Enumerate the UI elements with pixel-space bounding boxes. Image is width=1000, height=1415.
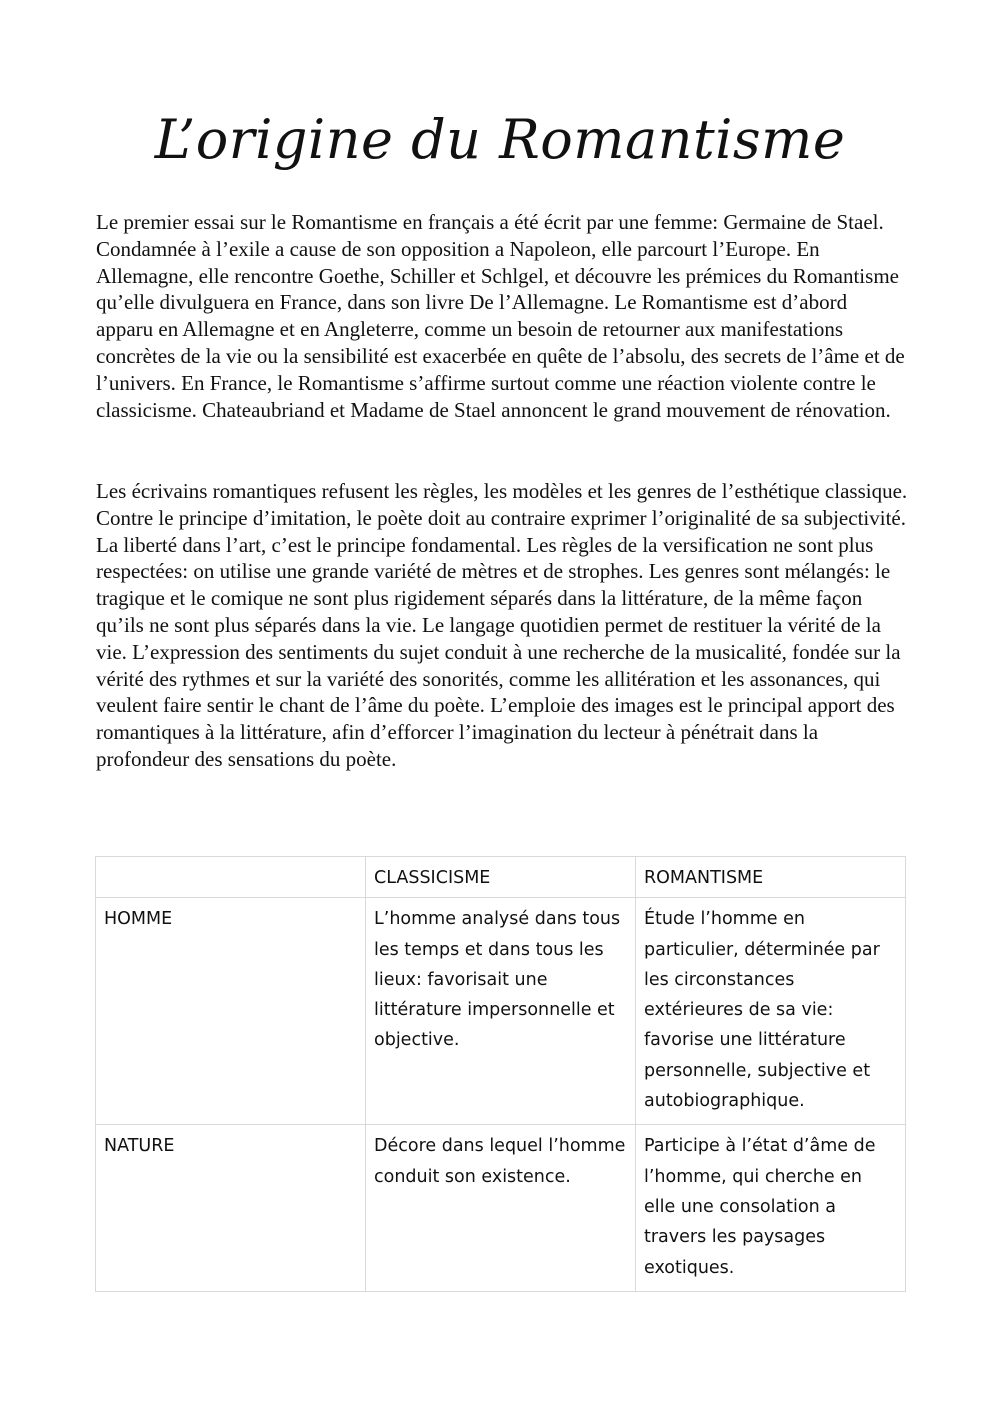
table-row [96,1125,906,1291]
second-paragraph: Les écrivains romantiques refusent les règles, les modèles et les genres de l’esthétique classique. Contre le principe d’imitation, le poète doit au contraire exprimer l’originalité de sa subjectivité. La liberté dans l’art, c’est le principe fondamental. Les règles de la versification ne sont plus respectées: on utilise une grande variété de mètres et de strophes. Les genres sont mélangés: le tragique et le comique ne sont plus rigidement séparés dans la littérature, de la même façon qu’ils ne sont plus séparés dans la vie. Le langage quotidien permet de restituer la vérité de la vie. L’expression des sentiments du sujet conduit à une recherche de la musicalité, fondée sur la vérité des rythmes et sur la variété des sonorités, comme les allitération et les assonances, qui veulent faire sentir le chant de l’âme du poète. L’emploie des images est le principal apport des romantiques à la littérature, afin d’efforcer l’imagination du lecteur à pénétrait dans la profondeur des sensations du poète. [96,479,908,771]
cell-romantisme-homme: Étude l’homme en particulier, déterminée par les circonstances extérieures de sa vie: favorise une littérature personnelle, subjective et autobiographique. [636,898,906,1125]
header-cell-empty [96,857,366,898]
header-cell-romantisme: ROMANTISME [636,857,906,898]
row-label-nature: NATURE [96,1125,366,1291]
intro-paragraph: Le premier essai sur le Romantisme en français a été écrit par une femme: Germaine de Stael. Condamnée à l’exile a cause de son opposition a Napoleon, elle parcourt l’Europe. En Allemagne, elle rencontre Goethe, Schiller et Schlgel, et découvre les prémices du Romantisme qu’elle divulguera en France, dans son livre De l’Allemagne. Le Romantisme est d’abord apparu en Allemagne et en Angleterre, comme un besoin de retourner aux manifestations concrètes de la vie ou la sensibilité est exacerbée en quête de l’absolu, des secrets de l’âme et de l’univers. En France, le Romantisme s’affirme surtout comme une réaction violente contre le classicisme. Chateaubriand et Madame de Stael annoncent le grand mouvement de rénovation. [96,210,905,422]
comparison-table [95,856,906,1292]
table-row [96,898,906,1125]
row-label-homme: HOMME [96,898,366,1125]
table-header-row [96,857,906,898]
cell-classicisme-nature: Décore dans lequel l’homme conduit son existence. [366,1125,636,1291]
header-cell-classicisme: CLASSICISME [366,857,636,898]
page-title: L’origine du Romantisme [154,108,846,171]
cell-romantisme-nature: Participe à l’état d’âme de l’homme, qui cherche en elle une consolation a travers les paysages exotiques. [636,1125,906,1291]
cell-classicisme-homme: L’homme analysé dans tous les temps et dans tous les lieux: favorisait une littérature impersonnelle et objective. [366,898,636,1125]
